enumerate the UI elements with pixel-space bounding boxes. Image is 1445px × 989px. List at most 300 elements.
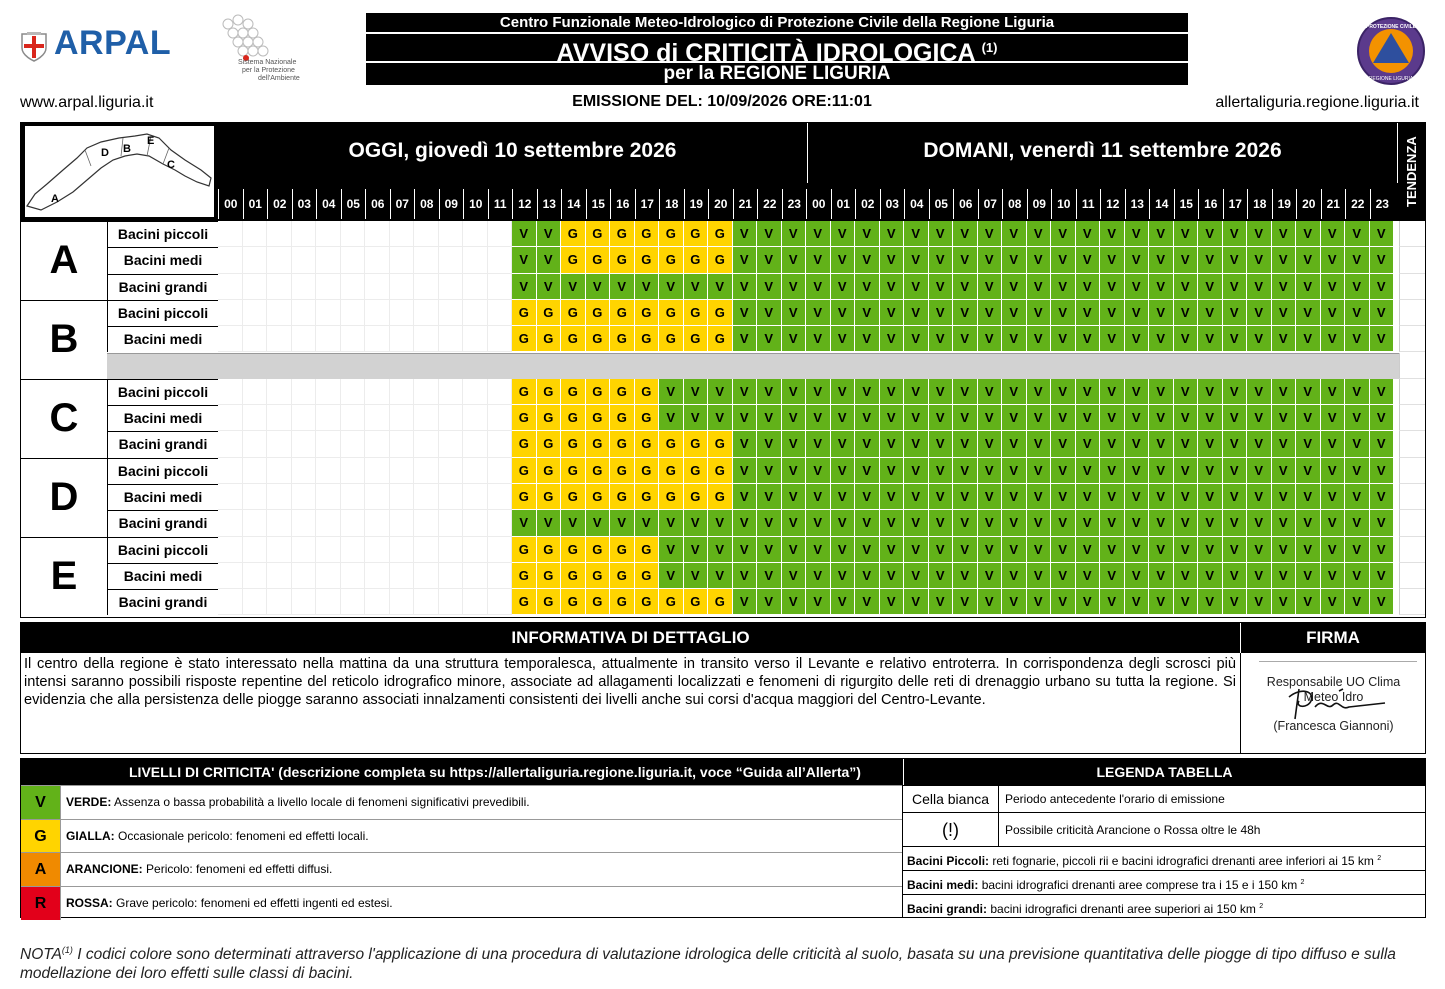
level-cell: V <box>1002 247 1027 273</box>
level-cell: V <box>1296 563 1321 589</box>
level-cell: V <box>1321 326 1346 352</box>
level-cell: G <box>561 484 586 510</box>
level-cell <box>463 589 488 615</box>
legend-val-bacini-medi: bacini idrografici drenanti aree comprese tra i 15 e i 150 km <box>981 878 1298 892</box>
level-cell <box>316 510 341 536</box>
level-cell: V <box>831 484 856 510</box>
level-cell: V <box>978 247 1003 273</box>
level-cell <box>439 405 464 431</box>
level-cell: V <box>1198 431 1223 457</box>
level-cell <box>341 247 366 273</box>
level-cell: V <box>1002 300 1027 326</box>
level-cell <box>316 405 341 431</box>
level-cell: V <box>1296 247 1321 273</box>
level-cell: V <box>880 274 905 300</box>
level-cell <box>316 484 341 510</box>
basin-label: Bacini grandi <box>107 274 219 300</box>
level-cell <box>316 563 341 589</box>
criticality-table <box>20 122 1426 618</box>
level-cell <box>267 300 292 326</box>
level-cell: V <box>1345 484 1370 510</box>
level-cell <box>463 537 488 563</box>
level-cell: V <box>1125 326 1150 352</box>
level-cell: V <box>733 484 758 510</box>
level-cell: V <box>1002 405 1027 431</box>
level-cell: G <box>561 379 586 405</box>
level-cell: V <box>1051 379 1076 405</box>
level-cell <box>365 537 390 563</box>
level-cell <box>488 326 513 352</box>
level-cell <box>414 537 439 563</box>
level-cell: V <box>880 405 905 431</box>
level-cell <box>390 458 415 484</box>
level-cell: G <box>610 326 635 352</box>
legend-row-exclamation <box>903 812 1425 846</box>
firma-title: FIRMA <box>1240 623 1425 653</box>
level-cell: V <box>1125 510 1150 536</box>
level-cell: V <box>757 326 782 352</box>
level-name: ARANCIONE: <box>66 862 143 876</box>
level-cell <box>243 589 268 615</box>
level-cell: V <box>880 537 905 563</box>
level-cell: V <box>1296 537 1321 563</box>
legend-val-bacini-grandi: bacini idrografici drenanti aree superiori ai 150 km <box>990 902 1256 916</box>
level-cell: V <box>1198 589 1223 615</box>
level-cell: V <box>733 589 758 615</box>
liguria-map-icon <box>25 126 214 217</box>
basin-label: Bacini piccoli <box>107 537 219 563</box>
level-cell: V <box>978 484 1003 510</box>
hour-label: 03 <box>880 189 905 219</box>
level-cell: V <box>904 510 929 536</box>
level-cell: V <box>1125 300 1150 326</box>
level-cell: V <box>929 326 954 352</box>
level-cell: G <box>635 379 660 405</box>
level-cell: V <box>953 379 978 405</box>
level-cell: V <box>733 431 758 457</box>
legend-row-bacini-medi: Bacini medi: bacini idrografici drenanti aree comprese tra i 15 e i 150 km $^2$ <box>903 870 1425 894</box>
hour-label: 10 <box>1051 189 1076 219</box>
level-cell: V <box>1027 221 1052 247</box>
hour-label: 05 <box>929 189 954 219</box>
empty-basin-row <box>107 353 1399 379</box>
level-cell <box>390 537 415 563</box>
level-cell: V <box>855 300 880 326</box>
level-cell: G <box>708 484 733 510</box>
level-cell: V <box>880 326 905 352</box>
level-cell: G <box>610 379 635 405</box>
arpal-url[interactable]: www.arpal.liguria.it <box>20 94 154 111</box>
level-cell: V <box>831 537 856 563</box>
protezione-civile-logo <box>1354 16 1428 86</box>
level-cell: V <box>1027 405 1052 431</box>
level-cell <box>439 484 464 510</box>
level-cell: G <box>635 300 660 326</box>
tendenza-cell <box>1399 274 1425 300</box>
level-cell: V <box>806 484 831 510</box>
level-cell: V <box>1247 510 1272 536</box>
level-cell: V <box>1247 431 1272 457</box>
level-cell: V <box>1223 221 1248 247</box>
level-cell <box>218 510 243 536</box>
level-cell: V <box>1125 484 1150 510</box>
basin-label: Bacini medi <box>107 326 219 352</box>
level-cell: V <box>1149 537 1174 563</box>
level-cell: V <box>635 510 660 536</box>
signer-role: Responsabile UO Clima <box>1266 675 1401 689</box>
level-cell: V <box>1321 221 1346 247</box>
level-cell <box>243 274 268 300</box>
level-cell: V <box>953 484 978 510</box>
level-cell: V <box>757 458 782 484</box>
level-cell: V <box>1174 300 1199 326</box>
level-cell: V <box>904 458 929 484</box>
level-cell <box>267 510 292 536</box>
level-cell <box>218 431 243 457</box>
level-cell: G <box>684 431 709 457</box>
level-cell: G <box>512 537 537 563</box>
level-cell: V <box>1345 274 1370 300</box>
level-cell: V <box>953 221 978 247</box>
level-cell: V <box>880 221 905 247</box>
level-cell: V <box>978 300 1003 326</box>
basin-label: Bacini grandi <box>107 589 219 615</box>
signer-name: (Francesca Giannoni) <box>1273 719 1394 733</box>
level-cell <box>488 484 513 510</box>
header-title <box>366 34 1188 61</box>
level-cell: V <box>1174 458 1199 484</box>
level-row <box>21 819 902 853</box>
level-cell: V <box>1125 431 1150 457</box>
level-cell: V <box>733 379 758 405</box>
hour-label: 01 <box>831 189 856 219</box>
level-cell: V <box>782 300 807 326</box>
level-cell: V <box>757 510 782 536</box>
level-cell: G <box>610 431 635 457</box>
level-cell: V <box>1223 563 1248 589</box>
level-cell <box>414 300 439 326</box>
level-cell <box>243 247 268 273</box>
level-cell: V <box>1076 405 1101 431</box>
zone-label-a: A <box>21 221 107 300</box>
level-cell: V <box>806 379 831 405</box>
level-cell: V <box>1247 326 1272 352</box>
level-cell <box>414 221 439 247</box>
level-cell: G <box>635 326 660 352</box>
level-cell: V <box>1002 484 1027 510</box>
level-cell: V <box>1370 510 1395 536</box>
level-cell: V <box>1321 484 1346 510</box>
level-cell: V <box>1345 326 1370 352</box>
level-cell: V <box>1247 221 1272 247</box>
level-cell: G <box>610 563 635 589</box>
pc-logo-top-text: PROTEZIONE CIVILE <box>1365 24 1417 30</box>
level-cell <box>316 247 341 273</box>
basin-label: Bacini piccoli <box>107 458 219 484</box>
legend-val-white-cell: Periodo antecedente l'orario di emissione <box>1005 792 1225 806</box>
level-cell: V <box>1370 274 1395 300</box>
level-cell <box>218 537 243 563</box>
level-cell: V <box>1002 589 1027 615</box>
level-cell: V <box>733 537 758 563</box>
level-cell: V <box>561 274 586 300</box>
level-cell: G <box>610 300 635 326</box>
level-cell: V <box>953 537 978 563</box>
level-cell: V <box>1027 537 1052 563</box>
level-cell: V <box>880 563 905 589</box>
level-cell <box>267 405 292 431</box>
level-cell <box>267 274 292 300</box>
level-cell: V <box>1051 589 1076 615</box>
footnote-sup: (1) <box>61 945 73 955</box>
level-cell: V <box>904 300 929 326</box>
level-cell: V <box>1027 274 1052 300</box>
level-cell: V <box>806 274 831 300</box>
level-description: Pericolo: fenomeni ed effetti diffusi. <box>146 862 333 876</box>
level-cell <box>365 221 390 247</box>
level-cell <box>463 274 488 300</box>
liguria-shield-icon <box>20 32 48 62</box>
level-cell: V <box>978 405 1003 431</box>
level-cell: V <box>733 405 758 431</box>
level-cell: V <box>1321 589 1346 615</box>
level-cell: V <box>806 589 831 615</box>
level-cell: V <box>1149 458 1174 484</box>
level-cell: G <box>610 537 635 563</box>
level-cell: V <box>1370 431 1395 457</box>
level-cell: G <box>708 589 733 615</box>
allerta-url[interactable]: allertaliguria.regione.liguria.it <box>1215 94 1419 111</box>
header-center-name: Centro Funzionale Meteo-Idrologico di Protezione Civile della Regione Liguria <box>366 13 1188 32</box>
level-cell: V <box>1345 379 1370 405</box>
legend-key-bacini-medi: Bacini medi: <box>907 878 979 892</box>
hour-label: 23 <box>1370 189 1395 219</box>
zone-label-d: D <box>21 458 107 537</box>
header-title-note: (1) <box>981 40 998 55</box>
level-cell <box>292 484 317 510</box>
hour-label: 15 <box>1174 189 1199 219</box>
level-cell <box>365 379 390 405</box>
day-title-tomorrow: DOMANI, venerdì 11 settembre 2026 <box>808 123 1398 183</box>
basin-label: Bacini piccoli <box>107 379 219 405</box>
level-cell: V <box>1247 563 1272 589</box>
level-cell: G <box>610 221 635 247</box>
level-cell: V <box>1002 563 1027 589</box>
level-cell: V <box>855 537 880 563</box>
level-cell: V <box>1345 510 1370 536</box>
level-cell: V <box>1272 510 1297 536</box>
level-cell: V <box>1125 563 1150 589</box>
level-cell <box>218 484 243 510</box>
level-cell <box>439 537 464 563</box>
level-code-swatch: R <box>21 887 61 920</box>
level-cell: G <box>610 589 635 615</box>
hour-label: 21 <box>733 189 758 219</box>
level-cell: V <box>1002 510 1027 536</box>
level-cell: V <box>1321 300 1346 326</box>
level-cell <box>439 221 464 247</box>
hour-label: 04 <box>904 189 929 219</box>
level-cell: V <box>806 405 831 431</box>
level-cell: V <box>1370 379 1395 405</box>
level-cell: V <box>929 247 954 273</box>
level-cell: V <box>1223 326 1248 352</box>
level-cell: V <box>1174 379 1199 405</box>
level-cell: G <box>586 300 611 326</box>
level-cell: G <box>586 589 611 615</box>
level-cell: G <box>537 431 562 457</box>
level-cell: V <box>1296 458 1321 484</box>
level-cell: V <box>1100 484 1125 510</box>
tendenza-cell <box>1399 300 1425 326</box>
level-cell <box>316 379 341 405</box>
level-cell: V <box>1076 510 1101 536</box>
level-cell: V <box>831 458 856 484</box>
footnote-label: NOTA <box>20 946 62 963</box>
level-cell: G <box>586 326 611 352</box>
level-cell: V <box>1296 405 1321 431</box>
level-cell: G <box>635 589 660 615</box>
level-cell <box>488 379 513 405</box>
level-cell: V <box>1076 537 1101 563</box>
level-cell <box>439 326 464 352</box>
level-cell: V <box>757 537 782 563</box>
level-cell: V <box>904 589 929 615</box>
level-cell: V <box>1272 221 1297 247</box>
level-cell: V <box>831 563 856 589</box>
level-cell: V <box>782 247 807 273</box>
level-cell <box>463 431 488 457</box>
level-cell: V <box>1002 431 1027 457</box>
level-code-swatch: G <box>21 820 61 853</box>
level-cell: V <box>929 510 954 536</box>
level-cell: V <box>1100 221 1125 247</box>
level-cell: V <box>537 274 562 300</box>
level-cell: V <box>1051 221 1076 247</box>
level-cell: V <box>1272 405 1297 431</box>
level-cell: V <box>929 221 954 247</box>
level-cell <box>414 274 439 300</box>
level-cell: V <box>512 221 537 247</box>
level-cell <box>267 537 292 563</box>
tendenza-cell <box>1399 353 1425 379</box>
level-cell: V <box>1370 221 1395 247</box>
level-cell: V <box>1296 326 1321 352</box>
header-region: per la REGIONE LIGURIA <box>366 63 1188 85</box>
level-cell <box>488 405 513 431</box>
hour-label: 12 <box>1100 189 1125 219</box>
level-cell: G <box>635 484 660 510</box>
hour-label: 11 <box>1076 189 1101 219</box>
level-cell: V <box>708 510 733 536</box>
level-cell: V <box>880 247 905 273</box>
level-cell: V <box>855 589 880 615</box>
level-cell: V <box>733 458 758 484</box>
level-cell: G <box>537 458 562 484</box>
level-cell: V <box>1321 431 1346 457</box>
hour-label: 22 <box>1345 189 1370 219</box>
basin-label: Bacini medi <box>107 405 219 431</box>
level-cell: G <box>586 563 611 589</box>
level-cell <box>341 537 366 563</box>
zone-label-b: B <box>21 300 107 379</box>
level-cell: V <box>1174 247 1199 273</box>
level-cell: G <box>586 247 611 273</box>
map-zone-b: B <box>123 143 131 155</box>
level-cell <box>316 221 341 247</box>
hour-label: 19 <box>1272 189 1297 219</box>
level-cell <box>243 484 268 510</box>
level-cell <box>292 379 317 405</box>
level-cell: V <box>733 510 758 536</box>
level-cell: V <box>1149 589 1174 615</box>
level-cell: V <box>1125 221 1150 247</box>
level-cell <box>463 221 488 247</box>
basin-label: Bacini medi <box>107 247 219 273</box>
level-cell <box>390 510 415 536</box>
level-cell: V <box>1370 247 1395 273</box>
level-cell <box>365 458 390 484</box>
level-cell: V <box>1076 484 1101 510</box>
level-cell: V <box>904 484 929 510</box>
level-cell <box>341 326 366 352</box>
level-cell: V <box>659 405 684 431</box>
level-cell: V <box>1198 537 1223 563</box>
level-cell <box>365 589 390 615</box>
level-cell <box>267 326 292 352</box>
level-cell <box>218 405 243 431</box>
level-cell: V <box>929 300 954 326</box>
level-cell: V <box>1296 379 1321 405</box>
detail-info-title: INFORMATIVA DI DETTAGLIO <box>21 623 1240 653</box>
level-cell: V <box>1125 458 1150 484</box>
level-cell: V <box>1051 563 1076 589</box>
level-cell: G <box>684 589 709 615</box>
level-cell <box>267 563 292 589</box>
level-cell <box>292 431 317 457</box>
level-cell: G <box>586 405 611 431</box>
criticality-levels-legend <box>20 758 903 918</box>
level-cell: G <box>561 431 586 457</box>
level-cell <box>414 510 439 536</box>
level-description: Grave pericolo: fenomeni ed effetti ingenti ed estesi. <box>116 895 393 910</box>
level-cell: G <box>586 379 611 405</box>
level-cell: V <box>1272 300 1297 326</box>
level-cell: G <box>708 247 733 273</box>
tendenza-cell <box>1399 405 1425 431</box>
level-cell: G <box>537 563 562 589</box>
level-cell <box>365 431 390 457</box>
level-cell <box>243 431 268 457</box>
tendenza-header: TENDENZA <box>1404 136 1419 208</box>
level-cell: V <box>659 563 684 589</box>
level-cell: V <box>831 300 856 326</box>
snpa-text-3: dell'Ambiente <box>258 75 300 82</box>
level-cell: V <box>978 431 1003 457</box>
level-cell: V <box>1296 221 1321 247</box>
level-cell: V <box>1345 431 1370 457</box>
basin-label: Bacini medi <box>107 563 219 589</box>
level-cell: V <box>855 484 880 510</box>
level-cell: V <box>1149 300 1174 326</box>
table-legend <box>903 758 1426 918</box>
level-cell: V <box>757 484 782 510</box>
level-cell: G <box>635 537 660 563</box>
level-cell: V <box>1370 326 1395 352</box>
hour-label: 14 <box>561 189 586 219</box>
level-cell <box>243 537 268 563</box>
level-row <box>21 852 902 886</box>
